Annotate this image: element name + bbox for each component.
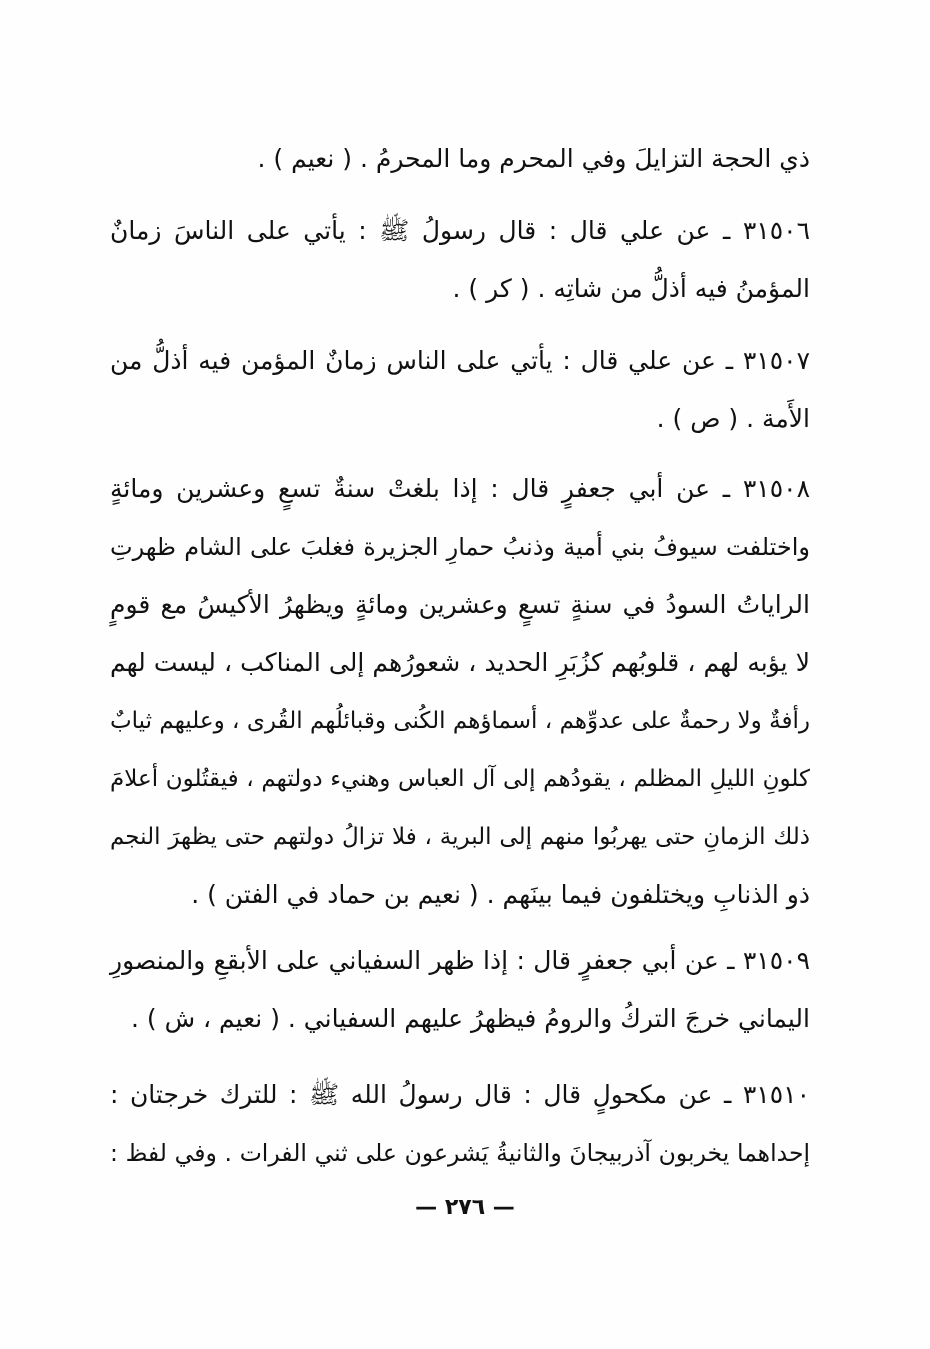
text-line: ٣١٥٠٧ ـ عن علي قال : يأتي على الناس زمانٌ المؤمن فيه أذلُّ من bbox=[110, 346, 810, 375]
text-line: المؤمنُ فيه أذلُّ من شاتِه . ( كر ) . bbox=[452, 274, 810, 303]
text-line: الأَمة . ( ص ) . bbox=[656, 404, 810, 433]
paragraph-continuation bbox=[110, 128, 810, 190]
text-line: اليماني خرجَ التركُ والرومُ فيظهرُ عليهم السفياني . ( نعيم ، ش ) . bbox=[130, 1004, 810, 1033]
hadith-31507 bbox=[110, 330, 810, 454]
text-line: ذلك الزمانِ حتى يهربُوا منهم إلى البرية ، فلا تزالُ دولتهم حتى يظهرَ النجم bbox=[110, 824, 810, 850]
hadith-31508 bbox=[110, 458, 810, 928]
hadith-31509 bbox=[110, 930, 810, 1054]
text-line: رأفةٌ ولا رحمةٌ على عدوِّهم ، أسماؤهم الكُنى وقبائلُهم القُرى ، وعليهم ثيابٌ bbox=[110, 708, 810, 734]
text-line: الراياتُ السودُ في سنةٍ تسعٍ وعشرين ومائةٍ ويظهرُ الأكيسُ مع قومٍ bbox=[110, 590, 810, 619]
text-line: ذي الحجة التزايلَ وفي المحرم وما المحرمُ . ( نعيم ) . bbox=[257, 144, 810, 173]
text-line: ٣١٥٠٨ ـ عن أبي جعفرٍ قال : إذا بلغتْ سنةٌ تسعٍ وعشرين ومائةٍ bbox=[110, 474, 810, 503]
text-line: كلونِ الليلِ المظلم ، يقودُهم إلى آل العباس وهنيء دولتهم ، فيقتُلون أعلامَ bbox=[110, 766, 810, 792]
text-line: ٣١٥٠٦ ـ عن علي قال : قال رسولُ ﷺ : يأتي على الناسَ زمانٌ bbox=[110, 216, 810, 245]
text-line: واختلفت سيوفُ بني أمية وذنبُ حمارِ الجزيرة فغلبَ على الشام ظهرتِ bbox=[110, 533, 810, 561]
page-number: — ٢٧٦ — bbox=[415, 1195, 515, 1220]
text-line: إحداهما يخربون آذربيجانَ والثانيةُ يَشرعون على ثني الفرات . وفي لفظ : bbox=[110, 1139, 810, 1167]
text-line: ٣١٥١٠ ـ عن مكحولٍ قال : قال رسولُ الله ﷺ : للترك خرجتان : bbox=[110, 1080, 810, 1109]
hadith-31510 bbox=[110, 1064, 810, 1188]
text-line: ٣١٥٠٩ ـ عن أبي جعفرٍ قال : إذا ظهر السفياني على الأبقعِ والمنصورِ bbox=[110, 946, 810, 975]
text-line: لا يؤبه لهم ، قلوبُهم كزُبَرِ الحديد ، شعورُهم إلى المناكب ، ليست لهم bbox=[110, 648, 810, 677]
hadith-31506 bbox=[110, 200, 810, 324]
text-line: ذو الذنابِ ويختلفون فيما بينَهم . ( نعيم بن حماد في الفتن ) . bbox=[191, 880, 810, 909]
